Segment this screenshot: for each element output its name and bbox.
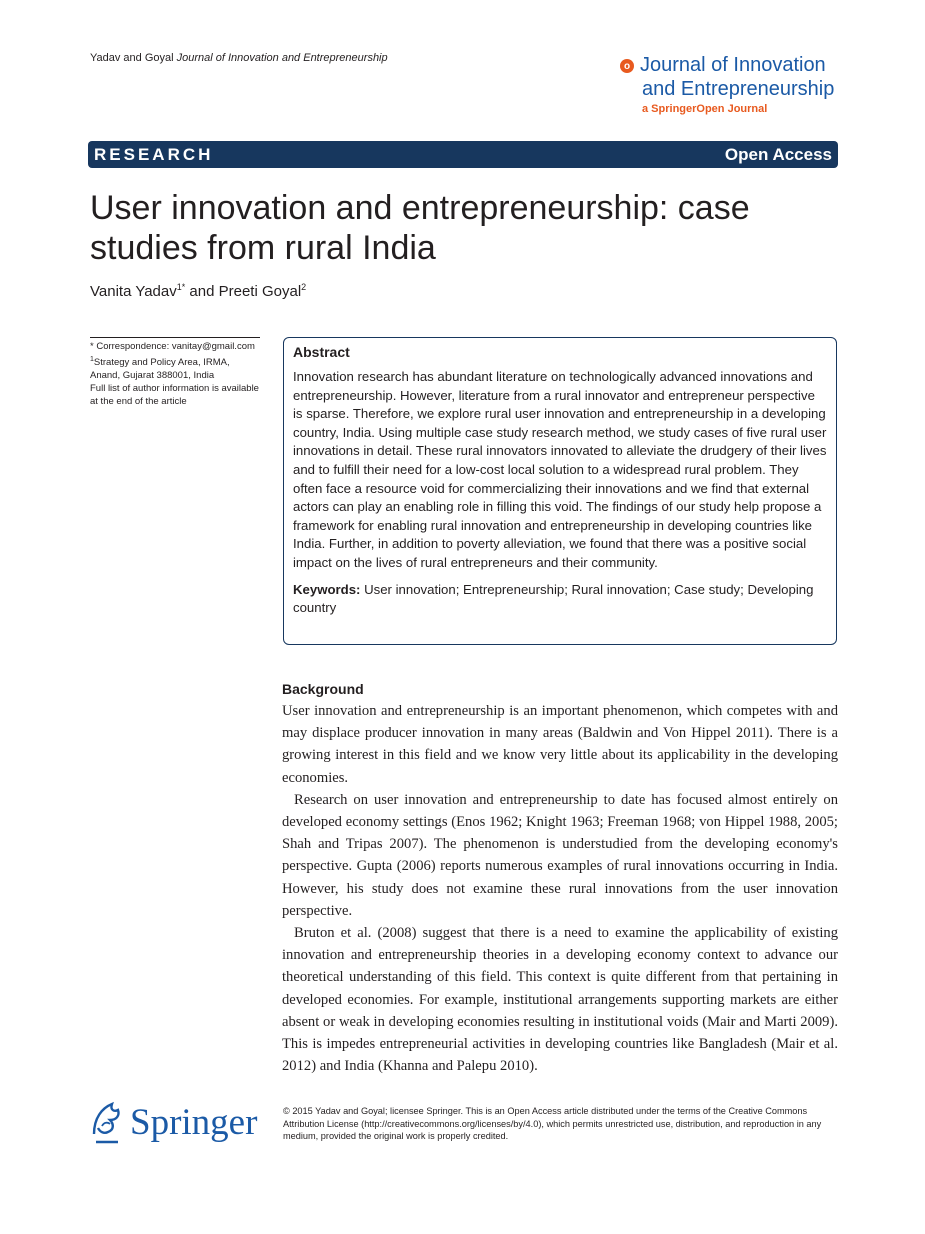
journal-logo-line2: and Entrepreneurship: [642, 78, 835, 100]
correspondence-note: [90, 337, 260, 408]
license-text: © 2015 Yadav and Goyal; licensee Springer. This is an Open Access article distributed under the terms of the Creative Commons Attribution License (http://creativecommons.org/licenses/by/4.0), which permits unrestricted use, distribution, and reproduction in any medium, provided the original work is properly credited.: [283, 1106, 822, 1141]
keywords-list: User innovation; Entrepreneurship; Rural innovation; Case study; Developing country: [293, 581, 814, 616]
correspondence-email[interactable]: * Correspondence: vanitay@gmail.com: [90, 341, 255, 352]
background-section: [282, 680, 838, 1077]
springer-horse-icon: [88, 1098, 126, 1146]
paragraph: User innovation and entrepreneurship is an important phenomenon, which competes with and may displace producer innovation in many areas (Baldwin and Von Hippel 2011). There is a growing interest in this field and we know very little about its applicability in the developing economies.: [282, 703, 838, 786]
article-type: RESEARCH: [94, 144, 214, 164]
author-separator: and: [185, 283, 219, 300]
abstract-text: Innovation research has abundant literature on technologically advanced innovations and entrepreneurship. However, literature from a rural innovator and entrepreneur perspective is sparse. Therefore, we explore rural user innovation and entrepreneurship in a developing country, India. Using multiple case study research method, we study cases of five rural user innovations in detail. These rural innovators innovated to alleviate the drudgery of their lives and to fulfill their need for a low-cost local solution to a widespread rural problem. They often face a resource void for commercializing their innovations and we find that external actors can play an enabling role in filling this void. The findings of our study help propose a framework for enabling rural innovation and entrepreneurship in developing countries like India. Further, in addition to poverty alleviation, we found that there was a positive social impact on the lives of rural entrepreneurs and their community.: [293, 369, 827, 570]
author-name: Preeti Goyal: [218, 283, 302, 300]
author-affiliation-sup: 1*: [176, 282, 186, 292]
abstract-heading: Abstract: [293, 344, 350, 360]
paragraph: Research on user innovation and entrepreneurship to date has focused almost entirely on developed economy settings (Enos 1962; Knight 1963; Freeman 1968; von Hippel 1988, 2005; Shah and Tripas 2007). The phenomenon is understudied from the developing economy's perspective. Gupta (2006) reports numerous examples of rural innovations occurring in India. However, his study does not examine these rural innovations from the user innovation perspective.: [282, 791, 838, 919]
author-name: Vanita Yadav: [90, 283, 177, 300]
article-title: User innovation and entrepreneurship: case studies from rural India: [90, 189, 750, 267]
running-journal: Journal of Innovation and Entrepreneurship: [176, 52, 388, 64]
author-affiliation-sup: 2: [301, 282, 307, 292]
journal-logo-sub: a SpringerOpen Journal: [642, 103, 768, 115]
running-head: [90, 52, 388, 64]
paragraph: Bruton et al. (2008) suggest that there is a need to examine the applicability of existing innovation and entrepreneurship theories in a developing economy context to advance our theoretical understanding of this field. This context is quite different from that pertaining in developed economies. For example, institutional arrangements supporting markets are either absent or weak in developing economies resulting in institutional voids (Mair and Marti 2009). This is impedes entrepreneurial activities in developing countries like Bangladesh (Mair et al. 2012) and India (Khanna and Palepu 2010).: [282, 925, 838, 1075]
section-heading: Background: [282, 681, 364, 697]
springer-logo[interactable]: [88, 1098, 257, 1146]
journal-logo[interactable]: [620, 53, 850, 115]
author-info-note: Full list of author information is available at the end of the article: [90, 383, 259, 408]
running-authors: Yadav and Goyal: [90, 52, 174, 64]
springeropen-logo-icon: o: [620, 59, 634, 73]
affiliation-sup: 1: [90, 356, 94, 363]
keywords: [293, 581, 827, 618]
journal-logo-line1: Journal of Innovation: [640, 54, 826, 76]
article-type-banner: [88, 141, 838, 168]
abstract-box: [283, 337, 837, 645]
affiliation: [90, 353, 260, 382]
author-list: [90, 282, 306, 300]
affiliation-text: Strategy and Policy Area, IRMA, Anand, Gujarat 388001, India: [90, 357, 230, 382]
open-access-label: Open Access: [724, 144, 832, 164]
keywords-label: Keywords:: [293, 581, 361, 597]
springer-wordmark: Springer: [130, 1101, 258, 1143]
